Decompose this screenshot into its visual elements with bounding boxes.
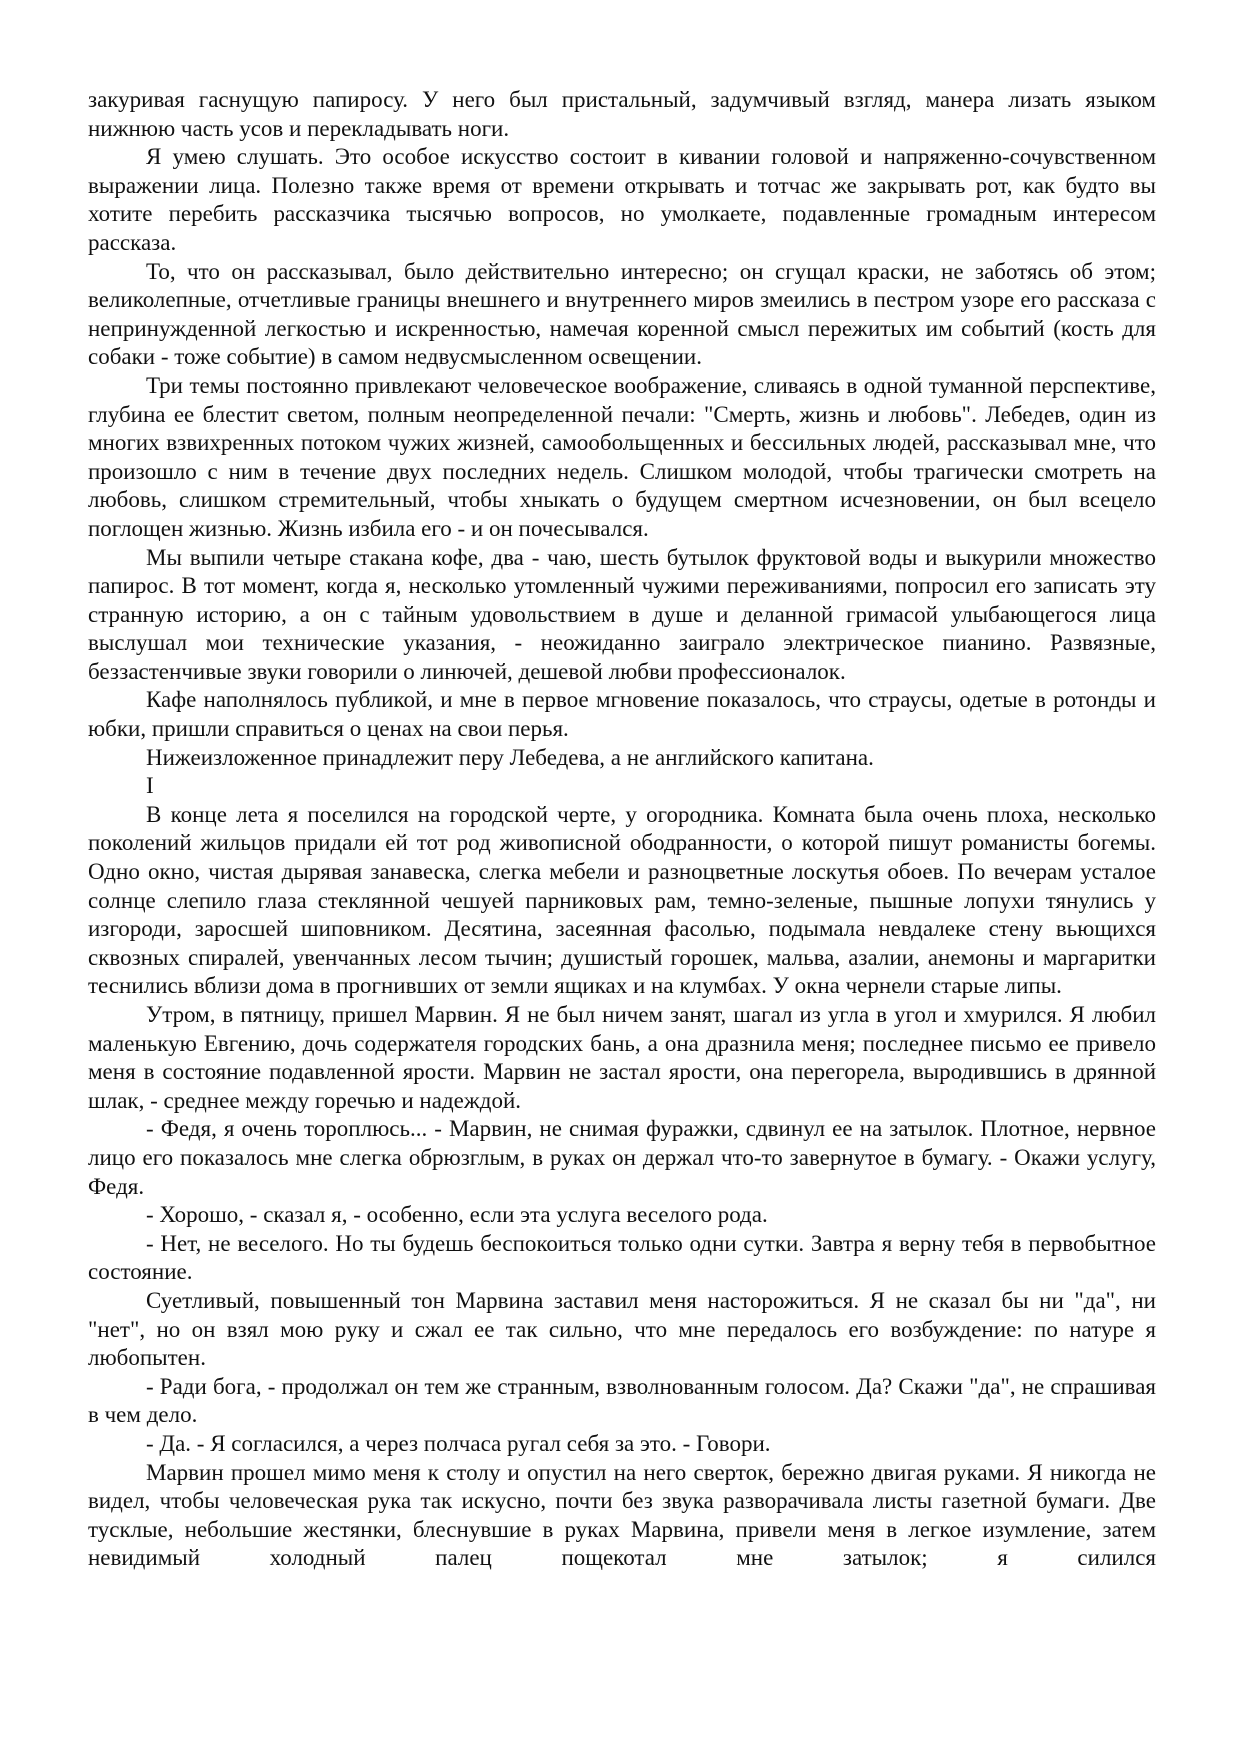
paragraph-1: закуривая гаснущую папиросу. У него был пристальный, задумчивый взгляд, манера лизать языком нижнюю часть усов и перекладывать ноги. xyxy=(88,87,1156,141)
paragraph-8: В конце лета я поселился на городской черте, у огородника. Комната была очень плоха, несколько поколений жильцов придали ей тот род живописной ободранности, о которой пишут романисты богемы. Одно окно, чистая дырявая занавеска, слегка мебели и разноцветные лоскутья обоев. По вечерам усталое солнце слепило глаза стеклянной чешуей парниковых рам, темно-зеленые, пышные лопухи тянулись у изгороди, заросшей шиповником. Десятина, засеянная фасолью, подымала невдалеке стену вьющихся сквозных спиралей, увенчанных лесом тычин; душистый горошек, мальва, азалии, анемоны и маргаритки теснились вблизи дома в прогнивших от земли ящиках и на клумбах. У окна чернели старые липы. xyxy=(88,801,1156,999)
paragraph-7: Нижеизложенное принадлежит перу Лебедева, а не английского капитана. xyxy=(146,744,874,770)
document-page xyxy=(88,86,1156,1573)
paragraph-13: Суетливый, повышенный тон Марвина заставил меня насторожиться. Я не сказал бы ни "да", ни "нет", но он взял мою руку и сжал ее так сильно, что мне передалось его возбуждение: по натуре я любопытен. xyxy=(88,1287,1156,1371)
paragraph-9: Утром, в пятницу, пришел Марвин. Я не был ничем занят, шагал из угла в угол и хмурился. Я любил маленькую Евгению, дочь содержателя городских бань, а она дразнила меня; последнее письмо ее привело меня в состояние подавленной ярости. Марвин не застал ярости, она перегорела, выродившись в дрянной шлак, - среднее между горечью и надеждой. xyxy=(88,1002,1156,1113)
paragraph-2: Я умею слушать. Это особое искусство состоит в кивании головой и напряженно-сочувственном выражении лица. Полезно также время от времени открывать и тотчас же закрывать рот, как будто вы хотите перебить рассказчика тысячью вопросов, но умолкаете, подавленные громадным интересом рассказа. xyxy=(88,144,1156,255)
paragraph-10: - Федя, я очень тороплюсь... - Марвин, не снимая фуражки, сдвинул ее на затылок. Плотное, нервное лицо его показалось мне слегка обрюзглым, в руках он держал что-то завернутое в бумагу. - Окажи услугу, Федя. xyxy=(88,1116,1156,1199)
paragraph-3: То, что он рассказывал, было действительно интересно; он сгущал краски, не заботясь об этом; великолепные, отчетливые границы внешнего и внутреннего миров змеились в пестром узоре его рассказа с непринужденной легкостью и искренностью, намечая коренной смысл пережитых им событий (кость для собаки - тоже событие) в самом недвусмысленном освещении. xyxy=(88,258,1156,370)
paragraph-14: - Ради бога, - продолжал он тем же странным, взволнованным голосом. Да? Скажи "да", не спрашивая в чем дело. xyxy=(88,1373,1156,1428)
paragraph-11: - Хорошо, - сказал я, - особенно, если эта услуга веселого рода. xyxy=(146,1202,768,1228)
paragraph-4: Три темы постоянно привлекают человеческое воображение, сливаясь в одной туманной перспективе, глубина ее блестит светом, полным неопределенной печали: "Смерть, жизнь и любовь". Лебедев, один из многих взвихренных потоком чужих жизней, самообольщенных и бессильных людей, рассказывал мне, что произошло с ним в течение двух последних недель. Слишком молодой, чтобы трагически смотреть на любовь, слишком стремительный, чтобы хныкать о будущем смертном исчезновении, он был всецело поглощен жизнью. Жизнь избила его - и он почесывался. xyxy=(88,372,1156,541)
paragraph-12: - Нет, не веселого. Но ты будешь беспокоиться только одни сутки. Завтра я верну тебя в первобытное состояние. xyxy=(88,1230,1156,1285)
paragraph-6: Кафе наполнялось публикой, и мне в первое мгновение показалось, что страусы, одетые в ротонды и юбки, пришли справиться о ценах на свои перья. xyxy=(88,687,1156,742)
chapter-number: I xyxy=(146,773,154,799)
paragraph-16: Марвин прошел мимо меня к столу и опустил на него сверток, бережно двигая руками. Я никогда не видел, чтобы человеческая рука так искусно, почти без звука разворачивала листы газетной бумаги. Две тусклые, небольшие жестянки, блеснувшие в руках Марвина, привели меня в легкое изумление, затем невидимый холодный палец пощекотал мне затылок; я силился xyxy=(88,1459,1156,1571)
paragraph-5: Мы выпили четыре стакана кофе, два - чаю, шесть бутылок фруктовой воды и выкурили множество папирос. В тот момент, когда я, несколько утомленный чужими переживаниями, попросил его записать эту странную историю, а он с тайным удовольствием в душе и деланной гримасой улыбающегося лица выслушал мои технические указания, - неожиданно заиграло электрическое пианино. Развязные, беззастенчивые звуки говорили о линючей, дешевой любви профессионалок. xyxy=(88,544,1156,684)
paragraph-15: - Да. - Я согласился, а через полчаса ругал себя за это. - Говори. xyxy=(146,1430,771,1456)
